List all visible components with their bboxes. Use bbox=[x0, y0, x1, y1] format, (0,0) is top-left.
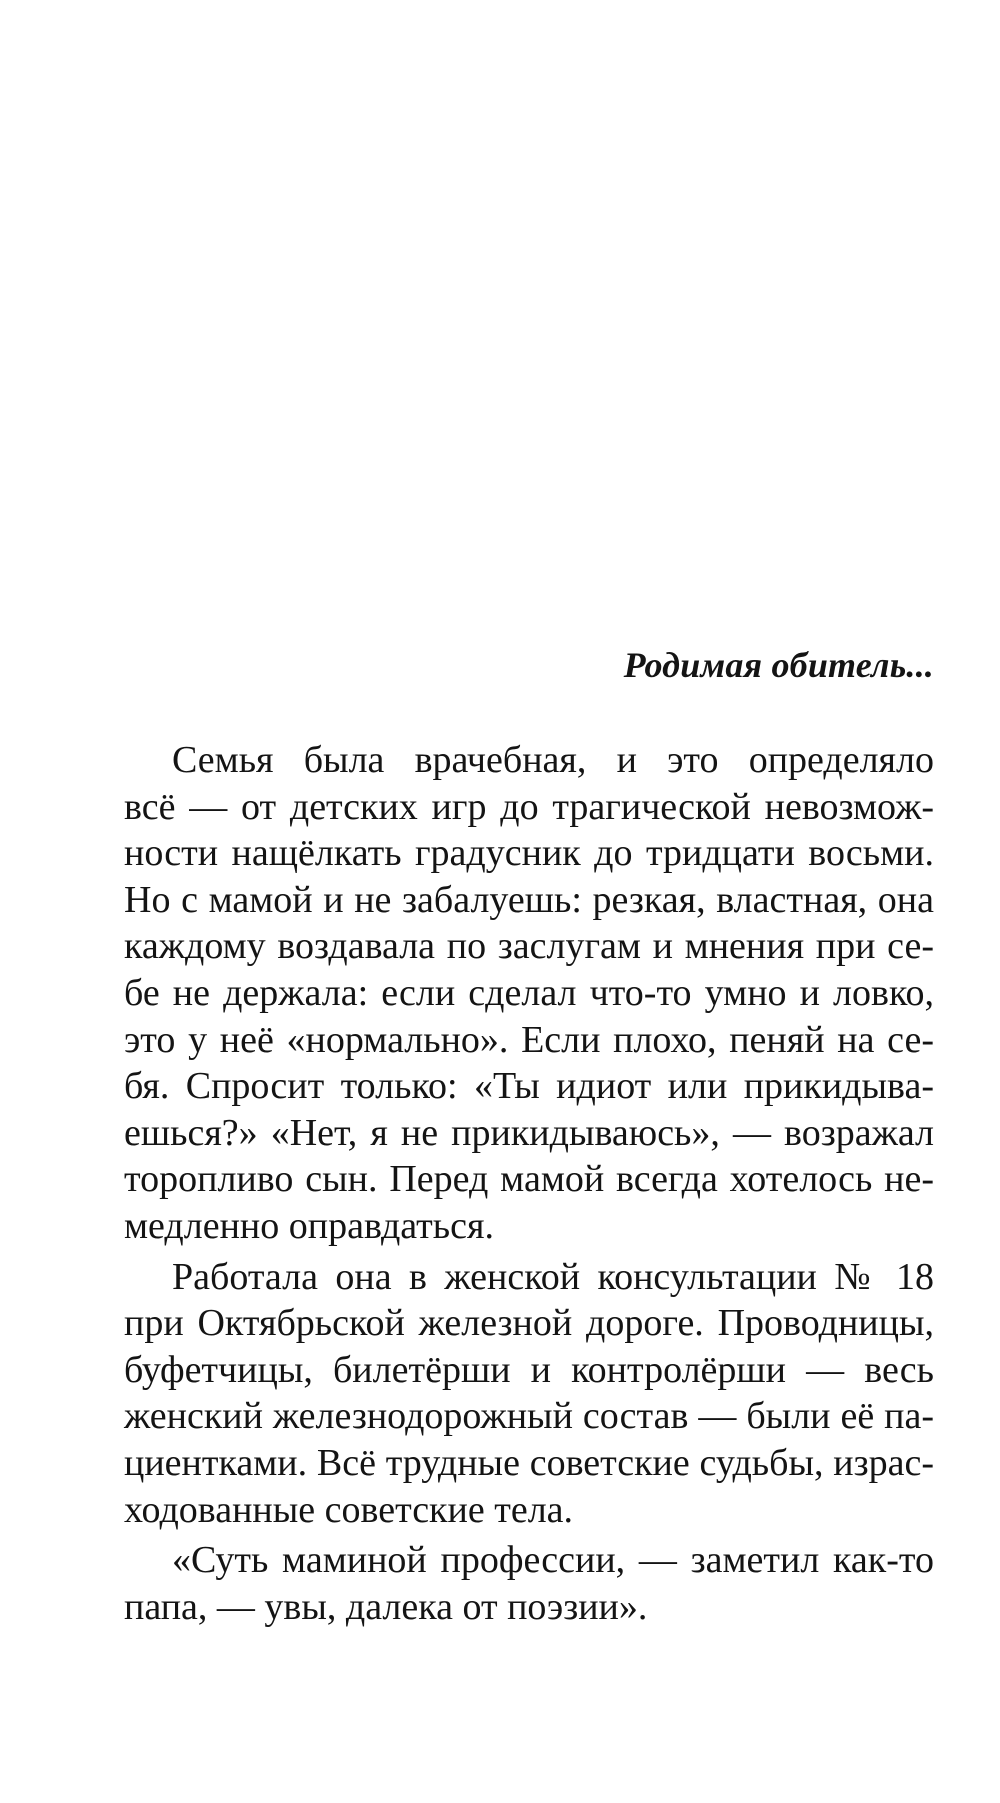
text-line: ходованные советские тела. bbox=[124, 1488, 574, 1531]
text-line: Работала она в женской консультации № 18 bbox=[172, 1255, 934, 1298]
text-line: всё — от детских игр до трагической невозмож- bbox=[124, 785, 934, 828]
text-line: буфетчицы, билетёрши и контролёрши — весь bbox=[124, 1348, 934, 1391]
text-line: ности нащёлкать градусник до тридцати восьми. bbox=[124, 832, 934, 875]
body-text bbox=[124, 737, 934, 1630]
text-line: Семья была врачебная, и это определяло bbox=[172, 739, 934, 781]
text-line: бя. Спросит только: «Ты идиот или прикидыва- bbox=[124, 1065, 934, 1108]
text-line: Но с мамой и не забалуешь: резкая, властная, она bbox=[124, 878, 934, 921]
text-line: «Суть маминой профессии, — заметил как-то bbox=[172, 1539, 934, 1582]
paragraph-3 bbox=[124, 1537, 934, 1630]
paragraph-2 bbox=[124, 1254, 934, 1534]
text-line: женский железнодорожный состав — были её па- bbox=[124, 1395, 934, 1438]
text-line: циентками. Всё трудные советские судьбы, израс- bbox=[124, 1441, 934, 1484]
text-line: бе не держала: если сделал что-то умно и ловко, bbox=[124, 971, 934, 1014]
text-line: каждому воздавала по заслугам и мнения при се- bbox=[124, 925, 934, 968]
text-line: это у неё «нормально». Если плохо, пеняй на се- bbox=[124, 1018, 934, 1061]
text-line: при Октябрьской железной дороге. Проводницы, bbox=[124, 1302, 934, 1345]
text-line: ешься?» «Нет, я не прикидываюсь», — возражал bbox=[124, 1111, 934, 1154]
text-line: торопливо сын. Перед мамой всегда хотелось не- bbox=[124, 1158, 934, 1201]
paragraph-1 bbox=[124, 737, 934, 1250]
chapter-heading: Родимая обитель... bbox=[623, 645, 934, 685]
text-line: медленно оправдаться. bbox=[124, 1204, 494, 1247]
text-line: папа, — увы, далека от поэзии». bbox=[124, 1585, 648, 1628]
